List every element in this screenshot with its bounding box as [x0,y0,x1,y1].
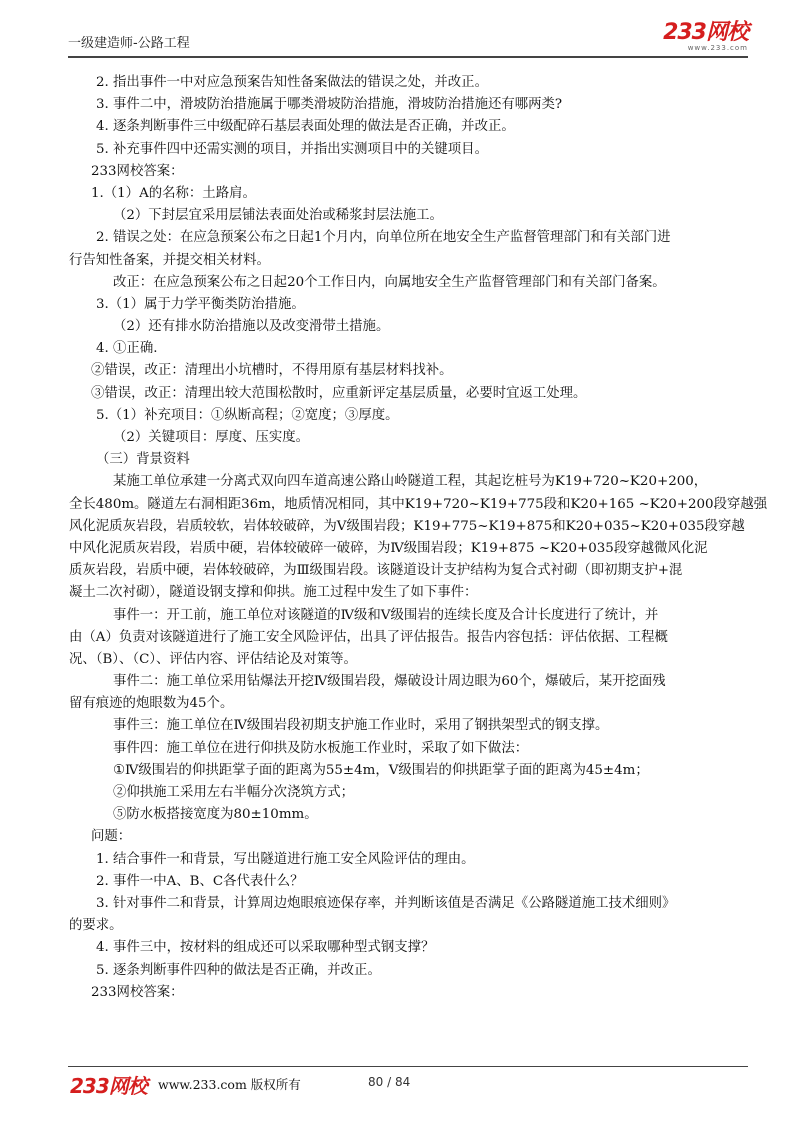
paragraph-line: 质灰岩段，岩质中硬，岩体较破碎，为Ⅲ级围岩段。该隧道设计支护结构为复合式衬砌（即初期支护+混 [69,563,683,579]
question-line: 2. 事件一中A、B、C各代表什么？ [96,873,304,889]
paragraph-line: 凝土二次衬砌），隧道设钢支撑和仰拱。施工过程中发生了如下事件： [69,585,478,601]
paragraph-line: ①Ⅳ级围岩的仰拱距掌子面的距离为55±4m，Ⅴ级围岩的仰拱距掌子面的距离为45±4m； [113,762,649,778]
answer-line: （2）下封层宜采用层铺法表面处治或稀浆封层法施工。 [113,208,443,224]
footer-copyright: www.233.com 版权所有 [158,1077,301,1092]
header-title: 一级建造师-公路工程 [68,36,190,51]
answer-line: 改正：在应急预案公布之日起20个工作日内，向属地安全生产监督管理部门和有关部门备案。 [113,274,666,290]
question-line: 4. 逐条判断事件三中级配碎石基层表面处理的做法是否正确，并改正。 [96,119,515,135]
paragraph-line: 况、（B）、（C）、评估内容、评估结论及对策等。 [69,651,357,667]
question-line: 2. 指出事件一中对应急预案告知性备案做法的错误之处，并改正。 [96,75,488,90]
answer-line: （2）关键项目：厚度、压实度。 [113,430,309,445]
answer-heading: 233网校答案： [91,163,184,179]
header-divider [68,56,748,58]
page-number: 80 / 84 [368,1075,411,1089]
footer-logo: 233网校 [70,1074,147,1098]
question-line: 5. 补充事件四中还需实测的项目，并指出实测项目中的关键项目。 [96,141,488,157]
question-line: 5. 逐条判断事件四种的做法是否正确，并改正。 [96,962,381,978]
question-line: 3. 事件二中，滑坡防治措施属于哪类滑坡防治措施，滑坡防治措施还有哪两类? [96,97,563,113]
page-footer [68,1066,748,1096]
paragraph-line: ②仰拱施工采用左右半幅分次浇筑方式； [113,785,355,800]
answer-line: 行告知性备案，并提交相关材料。 [69,252,270,268]
paragraph-line: 由（A）负责对该隧道进行了施工安全风险评估，出具了评估报告。报告内容包括：评估依据、工程概 [69,629,668,645]
paragraph-line: 中风化泥质灰岩段，岩质中硬，岩体较破碎一破碎，为Ⅳ级围岩段；K19+875 ~K20+035段穿越微风化泥 [69,540,708,556]
answer-line: ③错误，改正：清理出较大范围松散时，应重新评定基层质量，必要时宜返工处理。 [91,385,587,401]
paragraph-line: 全长480m。隧道左右洞相距36m，地质情况相同，其中K19+720~K19+775段和K20+165 ~K20+200段穿越强 [69,496,768,512]
questions-heading: 问题： [91,829,132,845]
answer-line: 3.（1）属于力学平衡类防治措施。 [96,296,305,312]
page-header [68,22,748,56]
brand-logo [663,22,748,52]
answer-line: 2. 错误之处：在应急预案公布之日起1个月内，向单位所在地安全生产监督管理部门和有关部门进 [96,230,671,246]
answer-line: （2）还有排水防治措施以及改变滑带土措施。 [113,319,390,335]
paragraph-line: 事件四：施工单位在进行仰拱及防水板施工作业时，采取了如下做法： [113,740,529,756]
brand-logo-text: 233网校 [663,20,748,45]
paragraph-line: 留有痕迹的炮眼数为45个。 [69,696,234,712]
paragraph-line: 事件一：开工前，施工单位对该隧道的Ⅳ级和Ⅴ级围岩的连续长度及合计长度进行了统计，并 [113,607,659,623]
document-body [69,72,768,1004]
answer-heading: 233网校答案： [91,984,184,1000]
question-line: 1. 结合事件一和背景，写出隧道进行施工安全风险评估的理由。 [96,851,475,867]
question-line: 的要求。 [69,918,123,934]
answer-line: 4. ①正确. [96,341,158,357]
answer-line: 1.（1）A的名称：土路肩。 [91,185,256,201]
paragraph-line: 风化泥质灰岩段，岩质较软，岩体较破碎，为Ⅴ级围岩段；K19+775~K19+875和K20+035~K20+035段穿越 [69,518,745,534]
paragraph-line: 事件三：施工单位在Ⅳ级围岩段初期支护施工作业时，采用了钢拱架型式的钢支撑。 [113,718,609,734]
paragraph-line: ⑤防水板搭接宽度为80±10mm。 [113,807,318,823]
paragraph-line: 事件二：施工单位采用钻爆法开挖Ⅳ级围岩段，爆破设计周边眼为60个，爆破后，某开挖面残 [113,674,666,690]
answer-line: ②错误，改正：清理出小坑槽时，不得用原有基层材料找补。 [91,363,453,379]
answer-line: 5.（1）补充项目：①纵断高程；②宽度；③厚度。 [96,407,399,423]
section-heading: （三）背景资料 [96,452,190,468]
paragraph-line: 某施工单位承建一分离式双向四车道高速公路山岭隧道工程，其起讫桩号为K19+720~K20+200， [113,474,708,490]
question-line: 4. 事件三中，按材料的组成还可以采取哪种型式钢支撑？ [96,940,435,956]
footer-divider [68,1066,748,1067]
brand-logo-url: www.233.com [687,44,748,52]
question-line: 3. 针对事件二和背景，计算周边炮眼痕迹保存率，并判断该值是否满足《公路隧道施工技术细则》 [96,895,676,911]
